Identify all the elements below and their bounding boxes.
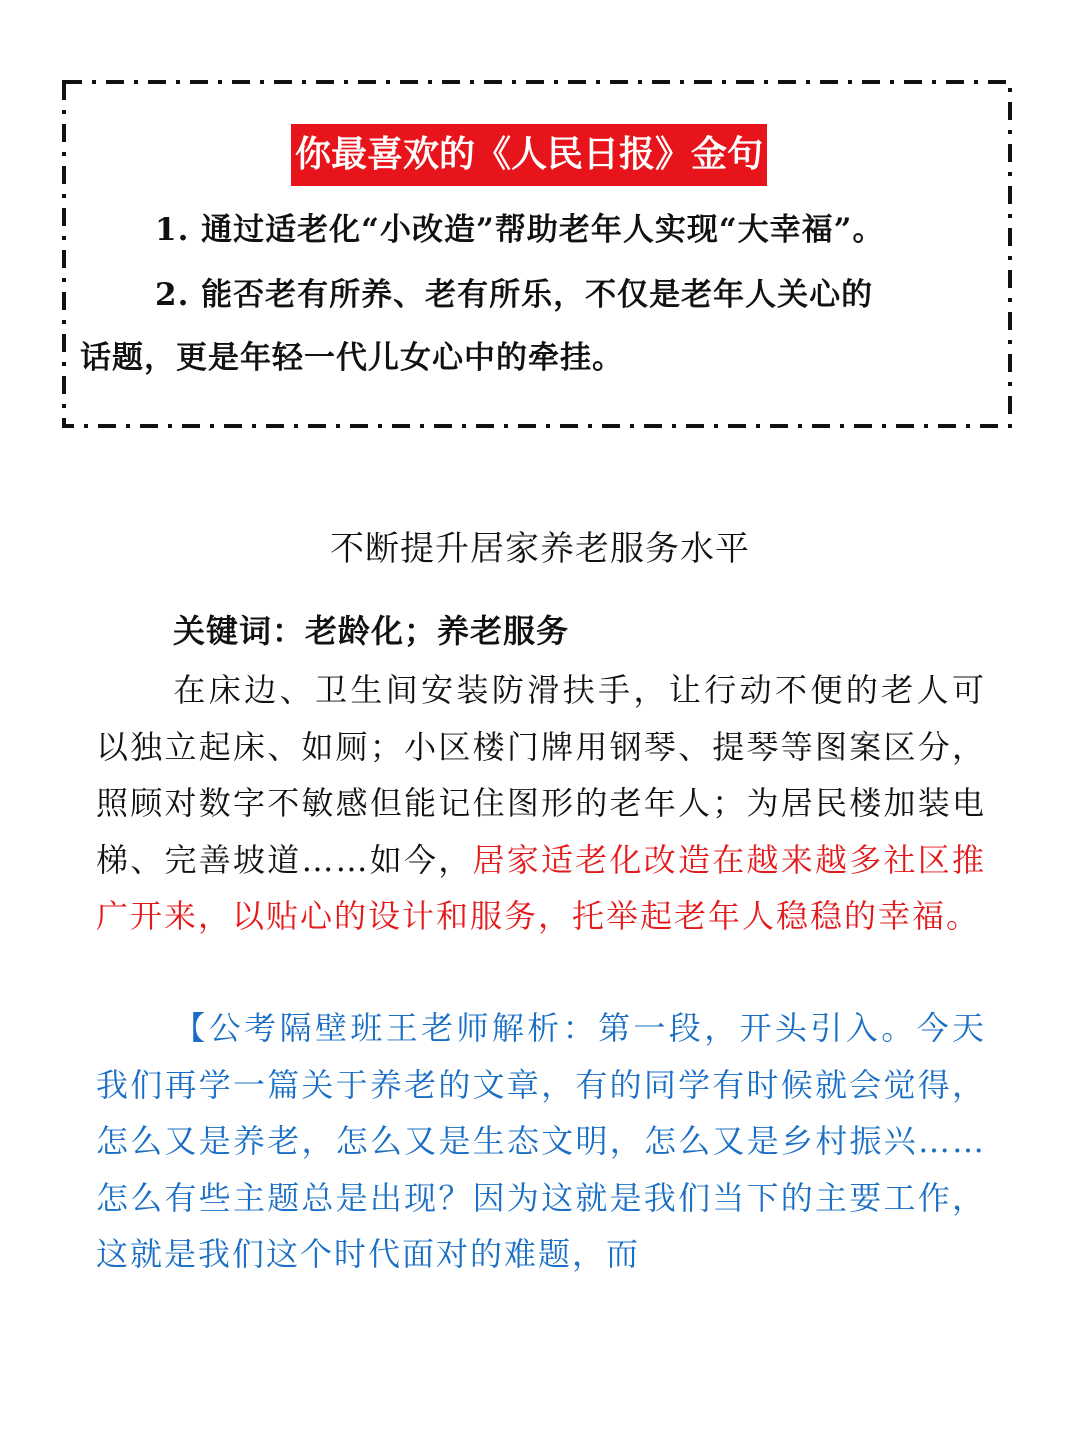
analysis-text: 【公考隔壁班王老师解析：第一段，开头引入。今天我们再学一篇关于养老的文章，有的同学有时候就会觉得，怎么又是养老，怎么又是生态文明，怎么又是乡村振兴……怎么有些主题总是出现？因为这就是我们当下的主要工作，这就是我们这个时代面对的难题，而 — [96, 1009, 986, 1273]
quote-line-2-part-1: 2. 能否老有所养、老有所乐，不仅是老年人关心的 — [155, 277, 874, 313]
article-title: 不断提升居家养老服务水平 — [330, 529, 750, 569]
quote-box — [62, 80, 1012, 428]
paragraph-1 — [96, 662, 986, 945]
quote-box-title: 你最喜欢的《人民日报》金句 — [291, 124, 767, 186]
paragraph-1-highlight: 居家适老化改造在越来越多社区推广开来，以贴心的设计和服务，托举起老年人稳稳的幸福。 — [96, 840, 986, 935]
quote-line-2-part-2: 话题，更是年轻一代儿女心中的牵挂。 — [80, 340, 624, 376]
quote-line-1: 1. 通过适老化“小改造”帮助老年人实现“大幸福”。 — [155, 212, 885, 248]
analysis-paragraph — [96, 1000, 986, 1283]
paragraph-1-plain: 在床边、卫生间安装防滑扶手，让行动不便的老人可以独立起床、如厕；小区楼门牌用钢琴、提琴等图案区分，照顾对数字不敏感但能记住图形的老年人；为居民楼加装电梯、完善坡道……如今， — [96, 671, 986, 879]
keywords-line: 关键词：老龄化；养老服务 — [173, 612, 570, 650]
